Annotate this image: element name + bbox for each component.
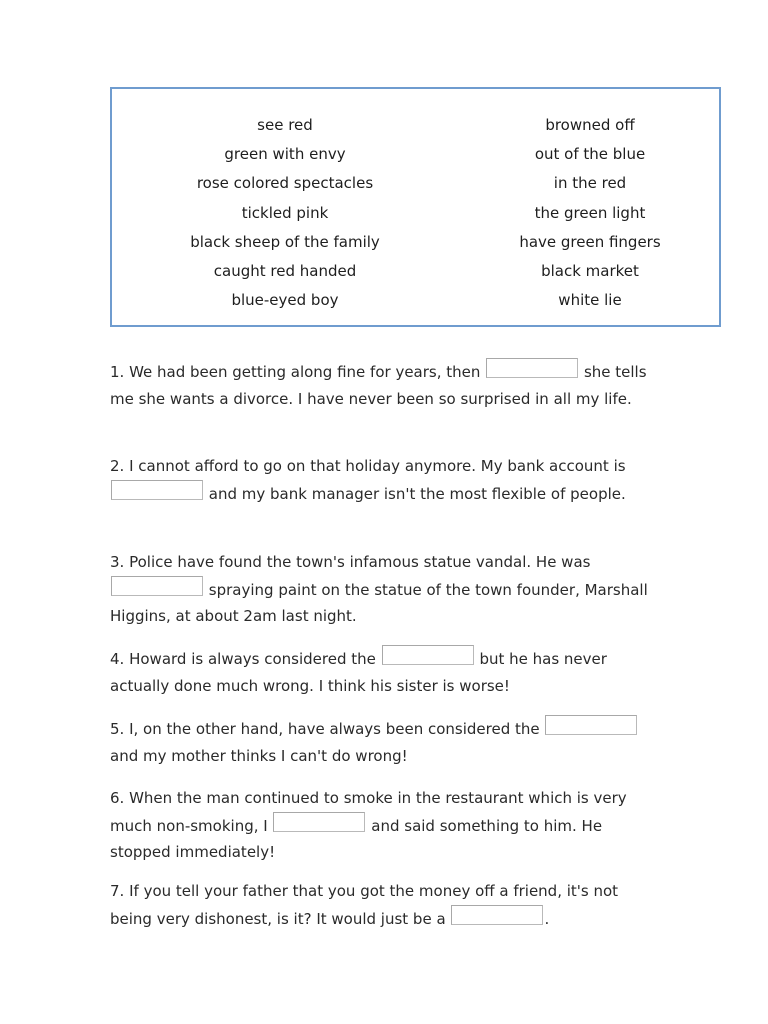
question-7 bbox=[110, 878, 662, 932]
answer-input-7[interactable] bbox=[451, 905, 543, 925]
word-bank-item: green with envy bbox=[224, 145, 346, 164]
question-1 bbox=[110, 358, 662, 412]
question-6 bbox=[110, 785, 662, 866]
question-number: 6. bbox=[110, 789, 125, 807]
question-3 bbox=[110, 549, 662, 630]
question-text-after: . bbox=[544, 909, 550, 928]
question-2 bbox=[110, 453, 662, 507]
question-number: 3. bbox=[110, 553, 125, 571]
question-text-before: We had been getting along fine for years, then bbox=[129, 363, 481, 381]
word-bank-box bbox=[110, 87, 721, 327]
question-text-before: I, on the other hand, have always been considered the bbox=[129, 720, 540, 738]
question-text-after: and said something to him. He stopped immediately! bbox=[110, 816, 603, 861]
answer-input-6[interactable] bbox=[273, 812, 365, 832]
question-text-after: she tells me she wants a divorce. I have never been so surprised in all my life. bbox=[110, 363, 647, 408]
word-bank-item: black sheep of the family bbox=[190, 232, 380, 251]
question-text-before: Howard is always considered the bbox=[129, 650, 376, 668]
word-bank-item: blue-eyed boy bbox=[231, 291, 339, 310]
question-number: 4. bbox=[110, 650, 125, 668]
word-bank-item: rose colored spectacles bbox=[196, 174, 374, 193]
question-text-after: spraying paint on the statue of the town founder, Marshall Higgins, at about 2am last night. bbox=[110, 580, 648, 625]
answer-input-3[interactable] bbox=[111, 576, 203, 596]
question-number: 7. bbox=[110, 882, 125, 900]
question-number: 2. bbox=[110, 457, 125, 475]
question-text-after: but he has never actually done much wrong. I think his sister is worse! bbox=[110, 650, 607, 695]
question-number: 1. bbox=[110, 363, 125, 381]
question-text-after: and my mother thinks I can't do wrong! bbox=[110, 746, 408, 765]
word-bank-item: black market bbox=[541, 262, 639, 281]
answer-input-4[interactable] bbox=[382, 645, 474, 665]
word-bank-item: tickled pink bbox=[241, 203, 329, 222]
question-5 bbox=[110, 715, 662, 769]
question-text-before: If you tell your father that you got the money off a friend, it's not being very dishonest, is it? It would just be a bbox=[110, 882, 619, 928]
word-bank-left-column bbox=[112, 111, 458, 315]
word-bank-item: have green fingers bbox=[519, 232, 661, 251]
question-number: 5. bbox=[110, 720, 125, 738]
word-bank-item: in the red bbox=[553, 174, 627, 193]
word-bank-item: out of the blue bbox=[534, 145, 646, 164]
word-bank-item: the green light bbox=[534, 203, 646, 222]
answer-input-1[interactable] bbox=[486, 358, 578, 378]
question-4 bbox=[110, 645, 662, 699]
question-text-before: Police have found the town's infamous statue vandal. He was bbox=[129, 553, 591, 571]
question-text-before: I cannot afford to go on that holiday anymore. My bank account is bbox=[129, 457, 626, 475]
question-text-after: and my bank manager isn't the most flexible of people. bbox=[208, 484, 626, 503]
question-text-before: When the man continued to smoke in the restaurant which is very much non-smoking, I bbox=[110, 789, 627, 835]
answer-input-2[interactable] bbox=[111, 480, 203, 500]
answer-input-5[interactable] bbox=[545, 715, 637, 735]
word-bank-item: caught red handed bbox=[213, 262, 357, 281]
word-bank-item: white lie bbox=[558, 291, 622, 310]
word-bank-item: see red bbox=[257, 116, 313, 134]
word-bank-right-column bbox=[470, 111, 710, 315]
word-bank-item: browned off bbox=[545, 116, 635, 134]
